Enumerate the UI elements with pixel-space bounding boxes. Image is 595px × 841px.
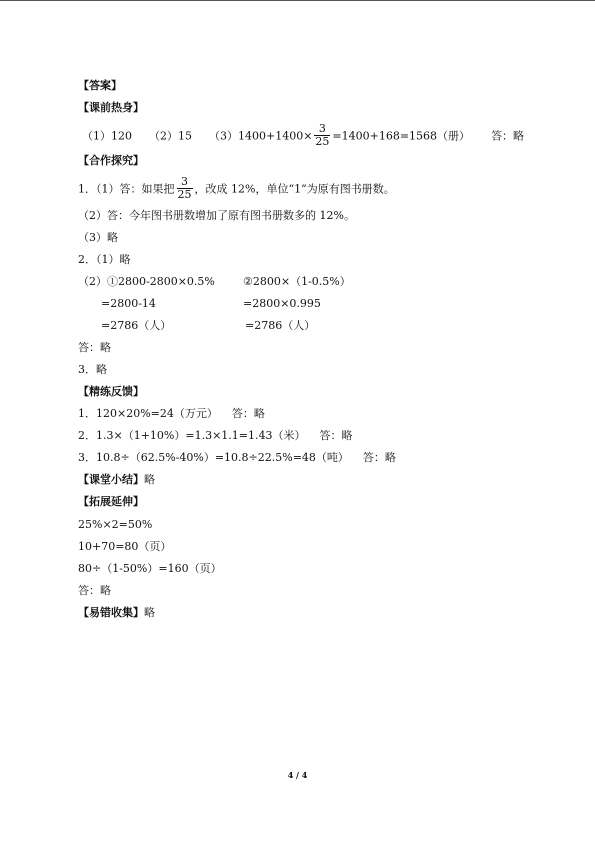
top-border (0, 0, 595, 1)
explore-line-5a: （2）①2800-2800×0.5% (78, 275, 215, 288)
explore-line-3: （3）略 (78, 231, 118, 244)
explore-line-8: 答：略 (78, 341, 111, 354)
answer-heading: 【答案】 (78, 79, 122, 92)
warmup-part3-lead: （3）1400+1400× (209, 129, 313, 143)
extend-line-4: 答：略 (78, 584, 111, 597)
summary-content: 略 (144, 473, 155, 486)
explore-line-5b: ②2800×（1-0.5%） (243, 275, 351, 288)
explore-fraction: $\frac{3}{25}$ (177, 175, 192, 201)
extend-line-3: 80÷（1-50%）=160（页） (78, 562, 222, 575)
warmup-part1: （1）120 (82, 129, 132, 143)
summary-line (78, 473, 155, 487)
mistakes-heading: 【易错收集】 (78, 606, 144, 619)
warmup-line (82, 124, 524, 149)
warmup-fraction: $\frac{3}{25}$ (315, 122, 330, 148)
practice-heading: 【精练反馈】 (78, 385, 144, 398)
mistakes-line (78, 606, 155, 620)
explore-line-6b: =2800×0.995 (243, 297, 321, 310)
page-number: 4 / 4 (287, 770, 308, 780)
practice-line-1: 1．120×20%=24（万元） 答：略 (78, 407, 265, 420)
mistakes-content: 略 (144, 606, 155, 619)
warmup-heading: 【课前热身】 (78, 101, 144, 114)
extend-heading: 【拓展延伸】 (78, 495, 144, 508)
explore-line-2: （2）答：今年图书册数增加了原有图书册数多的 12%。 (78, 209, 355, 222)
explore-line-6a: =2800-14 (101, 297, 156, 310)
extend-line-1: 25%×2=50% (78, 518, 153, 531)
explore-line-9: 3．略 (78, 363, 107, 376)
explore-line-1: 1．（1）答：如果把 $\frac{3}{25}$ ，改成 12%，单位“1”为原有图书册数。 (78, 175, 395, 201)
warmup-part3-tail: =1400+168=1568（册） (332, 129, 471, 143)
summary-heading: 【课堂小结】 (78, 473, 144, 486)
explore-line-4: 2．（1）略 (78, 253, 131, 266)
practice-line-3: 3．10.8÷（62.5%-40%）=10.8÷22.5%=48（吨） 答：略 (78, 451, 396, 464)
practice-line-2: 2．1.3×（1+10%）=1.3×1.1=1.43（米） 答：略 (78, 429, 353, 442)
warmup-part2: （2）15 (149, 129, 192, 143)
explore-heading: 【合作探究】 (78, 154, 144, 167)
explore-line-7a: =2786（人） (101, 319, 172, 332)
extend-line-2: 10+70=80（页） (78, 540, 172, 553)
explore-line-7b: =2786（人） (245, 319, 316, 332)
warmup-answer: 答：略 (491, 129, 525, 143)
